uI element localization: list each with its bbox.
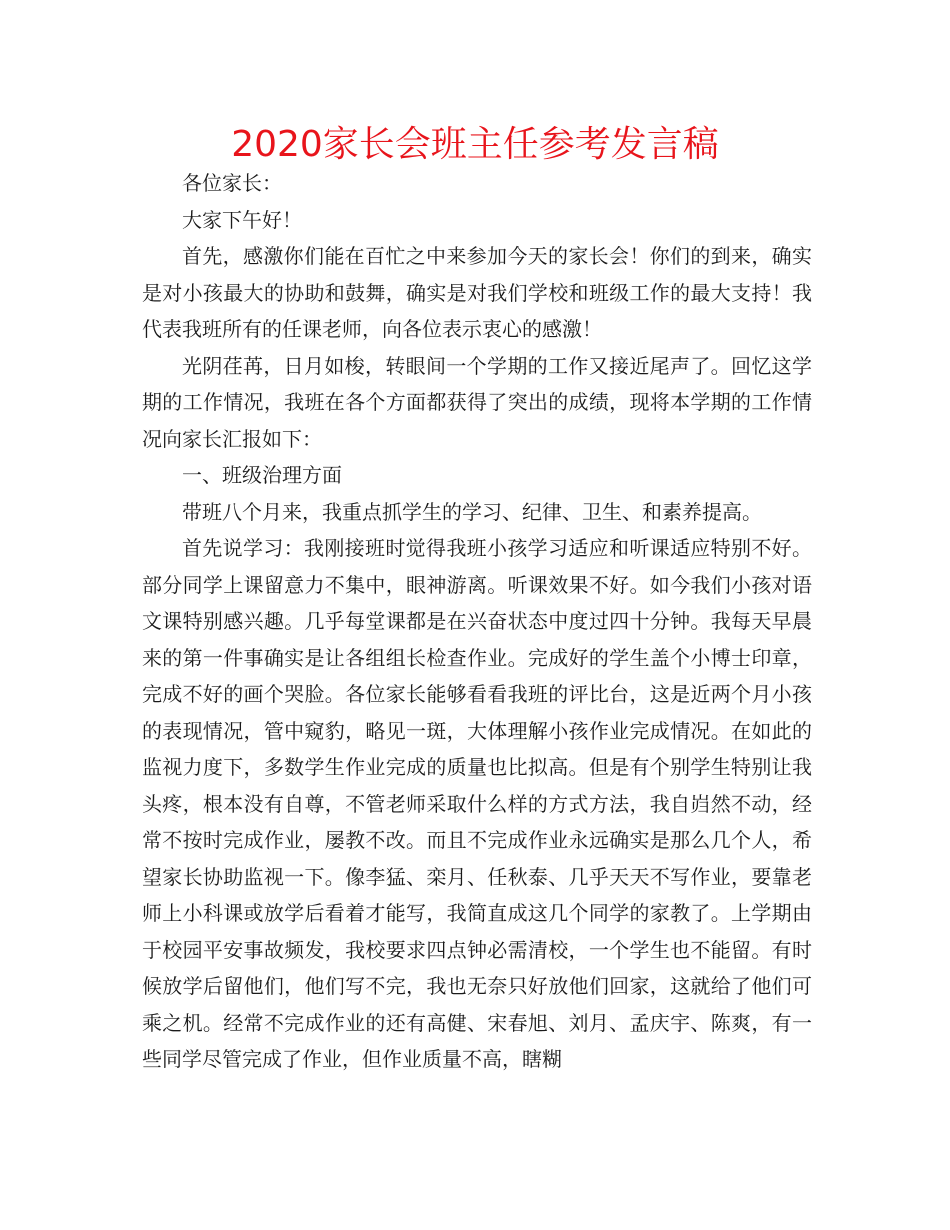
document-title: 2020家长会班主任参考发言稿 <box>231 124 719 165</box>
review-paragraph: 光阴荏苒，日月如梭，转眼间一个学期的工作又接近尾声了。回忆这学期的工作情况，我班在各个方面都获得了突出的成绩，现将本学期的工作情况向家长汇报如下： <box>142 353 812 451</box>
focus-paragraph: 带班八个月来，我重点抓学生的学习、纪律、卫生、和素养提高。 <box>182 499 762 524</box>
thanks-paragraph: 首先，感激你们能在百忙之中来参加今天的家长会！你们的到来，确实是对小孩最大的协助和鼓舞，确实是对我们学校和班级工作的最大支持！我代表我班所有的任课老师，向各位表示衷心的感激！ <box>142 244 812 341</box>
greeting-paragraph: 各位家长： <box>182 171 282 195</box>
section-heading: 一、班级治理方面 <box>182 463 342 487</box>
study-paragraph: 首先说学习：我刚接班时觉得我班小孩学习适应和听课适应特别不好。部分同学上课留意力不集中，眼神游离。听课效果不好。如今我们小孩对语文课特别感兴趣。几乎每堂课都是在兴奋状态中度过四十分钟。我每天早晨来的第一件事确实是让各组组长检查作业。完成好的学生盖个小博士印章，完成不好的画个哭脸。各位家长能够看看我班的评比台，这是近两个月小孩的表现情况，管中窥豹，略见一斑，大体理解小孩作业完成情况。在如此的监视力度下，多数学生作业完成的质量也比拟高。但是有个别学生特别让我头疼，根本没有自尊，不管老师采取什么样的方式方法，我自岿然不动，经常不按时完成作业，屡教不改。而且不完成作业永远确实是那么几个人，希望家长协助监视一下。像李猛、栾月、任秋泰、几乎天天不写作业，要靠老师上小科课或放学后看着才能写，我简直成这几个同学的家教了。上学期由于校园平安事故频发，我校要求四点钟必需清校，一个学生也不能留。有时候放学后留他们，他们写不完，我也无奈只好放他们回家，这就给了他们可乘之机。经常不完成作业的还有高健、宋春旭、刘月、孟庆宇、陈爽，有一些同学尽管完成了作业，但作业质量不高，瞎糊 <box>142 536 812 1071</box>
document-body <box>142 165 812 1078</box>
salutation-paragraph: 大家下午好！ <box>182 207 302 232</box>
